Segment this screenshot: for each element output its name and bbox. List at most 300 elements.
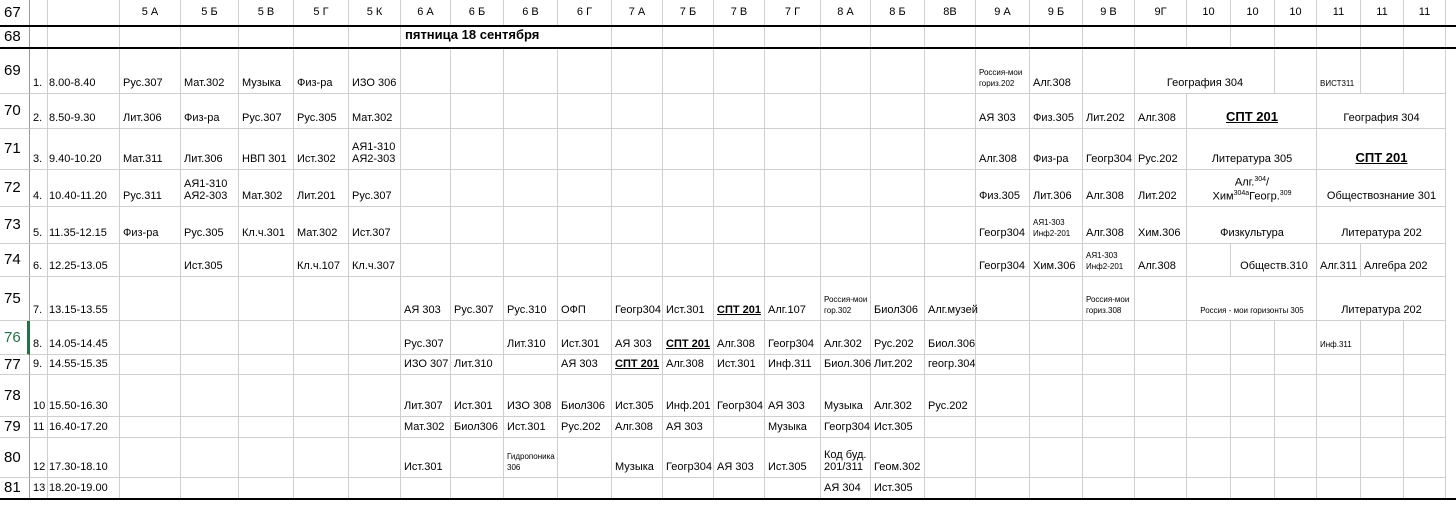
schedule-cell[interactable]: АЯ 303 (765, 375, 821, 417)
row-header-74[interactable]: 74 (0, 244, 30, 277)
schedule-cell[interactable]: Ист.301 (714, 355, 765, 375)
schedule-cell[interactable]: Ист.302 (294, 129, 349, 170)
cell[interactable] (451, 438, 504, 478)
lesson-number[interactable]: 4. (30, 170, 48, 207)
row-header-81[interactable]: 81 (0, 478, 30, 499)
cell[interactable] (1030, 26, 1083, 48)
cell[interactable] (451, 207, 504, 244)
row-header-72[interactable]: 72 (0, 170, 30, 207)
schedule-cell[interactable]: Рус.202 (1135, 129, 1187, 170)
row-header-80[interactable]: 80 (0, 438, 30, 478)
cell[interactable] (976, 26, 1030, 48)
schedule-cell[interactable]: Музыка (239, 48, 294, 94)
cell[interactable] (349, 277, 401, 321)
cell[interactable] (451, 170, 504, 207)
cell[interactable] (765, 170, 821, 207)
schedule-cell[interactable]: Рус.307 (349, 170, 401, 207)
schedule-cell[interactable]: ОФП (558, 277, 612, 321)
cell[interactable] (1317, 355, 1361, 375)
cell[interactable] (1404, 321, 1446, 355)
cell[interactable] (821, 207, 871, 244)
schedule-cell[interactable]: СПТ 201 (714, 277, 765, 321)
cell[interactable] (925, 94, 976, 129)
schedule-cell[interactable] (1030, 207, 1083, 244)
cell[interactable] (181, 478, 239, 499)
schedule-cell[interactable]: Мат.302 (181, 48, 239, 94)
schedule-cell[interactable]: Ист.301 (401, 438, 451, 478)
schedule-cell[interactable]: Ист.307 (349, 207, 401, 244)
cell[interactable] (1030, 438, 1083, 478)
cell[interactable] (765, 129, 821, 170)
lesson-number[interactable]: 6. (30, 244, 48, 277)
lesson-number[interactable]: 3. (30, 129, 48, 170)
cell[interactable] (504, 170, 558, 207)
cell[interactable] (504, 48, 558, 94)
cell[interactable] (294, 417, 349, 438)
schedule-cell[interactable]: География 304 (1135, 48, 1275, 94)
cell[interactable] (1404, 48, 1446, 94)
cell[interactable] (1187, 321, 1231, 355)
cell[interactable] (120, 277, 181, 321)
lesson-time[interactable]: 18.20-19.00 (48, 478, 120, 499)
column-header-class[interactable]: 5 В (239, 0, 294, 26)
cell[interactable] (1361, 355, 1404, 375)
cell[interactable] (1030, 355, 1083, 375)
cell[interactable] (821, 170, 871, 207)
row-header-68[interactable]: 68 (0, 26, 30, 48)
cell[interactable] (451, 48, 504, 94)
schedule-cell[interactable]: Геогр304 (714, 375, 765, 417)
cell[interactable] (1083, 48, 1135, 94)
cell[interactable] (714, 417, 765, 438)
schedule-cell[interactable]: АЯ 303 (401, 277, 451, 321)
cell[interactable] (925, 417, 976, 438)
cell[interactable] (349, 375, 401, 417)
cell[interactable] (714, 26, 765, 48)
schedule-cell[interactable]: АЯ 304 (821, 478, 871, 499)
schedule-cell[interactable]: Лит.202 (1135, 170, 1187, 207)
cell[interactable] (1083, 478, 1135, 499)
schedule-cell[interactable]: Ист.301 (558, 321, 612, 355)
cell[interactable] (181, 375, 239, 417)
schedule-cell[interactable]: Рус.307 (239, 94, 294, 129)
cell[interactable] (181, 355, 239, 375)
schedule-cell[interactable]: НВП 301 (239, 129, 294, 170)
column-header-time[interactable] (48, 0, 120, 26)
cell[interactable] (349, 26, 401, 48)
cell[interactable] (976, 438, 1030, 478)
cell[interactable] (765, 94, 821, 129)
schedule-cell[interactable]: Обществознание 301 (1317, 170, 1446, 207)
cell[interactable] (976, 417, 1030, 438)
schedule-cell[interactable]: Алг.308 (1030, 48, 1083, 94)
row-header-71[interactable]: 71 (0, 129, 30, 170)
cell[interactable] (714, 170, 765, 207)
cell[interactable] (976, 478, 1030, 499)
schedule-cell[interactable]: Рус.307 (401, 321, 451, 355)
cell[interactable] (239, 244, 294, 277)
schedule-cell[interactable]: Физ-ра (120, 207, 181, 244)
cell[interactable] (1275, 478, 1317, 499)
schedule-cell[interactable]: Ист.301 (504, 417, 558, 438)
schedule-cell[interactable]: СПТ 201 (1317, 129, 1446, 170)
cell[interactable] (1404, 478, 1446, 499)
cell[interactable] (1361, 48, 1404, 94)
cell[interactable] (401, 207, 451, 244)
schedule-cell[interactable]: Обществ.310 (1231, 244, 1317, 277)
cell[interactable] (120, 417, 181, 438)
lesson-time[interactable]: 14.55-15.35 (48, 355, 120, 375)
column-header-class[interactable]: 8 А (821, 0, 871, 26)
cell[interactable] (120, 244, 181, 277)
column-header-class[interactable]: 5 А (120, 0, 181, 26)
cell[interactable] (120, 321, 181, 355)
cell[interactable] (558, 478, 612, 499)
schedule-cell[interactable] (1187, 170, 1317, 207)
column-header-blank[interactable] (30, 0, 48, 26)
cell[interactable] (925, 438, 976, 478)
lesson-number[interactable]: 5. (30, 207, 48, 244)
column-header-class[interactable]: 6 В (504, 0, 558, 26)
schedule-cell[interactable]: Биол.306 (925, 321, 976, 355)
lesson-number[interactable]: 1. (30, 48, 48, 94)
cell[interactable] (1404, 417, 1446, 438)
schedule-cell[interactable]: Гидропоника 306 (504, 438, 558, 478)
cell[interactable] (1231, 26, 1275, 48)
cell[interactable] (1030, 417, 1083, 438)
cell[interactable] (451, 478, 504, 499)
lesson-number[interactable]: 9. (30, 355, 48, 375)
schedule-cell[interactable]: Лит.307 (401, 375, 451, 417)
schedule-cell[interactable]: Рус.305 (294, 94, 349, 129)
cell[interactable] (612, 26, 663, 48)
cell[interactable] (871, 94, 925, 129)
schedule-cell[interactable]: Лит.306 (1030, 170, 1083, 207)
schedule-cell[interactable]: Россия-мои гор.302 (821, 277, 871, 321)
schedule-cell[interactable]: Геом.302 (871, 438, 925, 478)
cell[interactable] (663, 478, 714, 499)
cell[interactable] (1030, 478, 1083, 499)
schedule-cell[interactable]: АЯ 303 (976, 94, 1030, 129)
row-header-69[interactable]: 69 (0, 48, 30, 94)
column-header-class[interactable]: 9 Б (1030, 0, 1083, 26)
cell[interactable] (349, 355, 401, 375)
cell[interactable] (239, 438, 294, 478)
cell[interactable] (765, 207, 821, 244)
schedule-cell[interactable]: АЯ 303 (612, 321, 663, 355)
cell[interactable] (181, 26, 239, 48)
schedule-cell[interactable]: Мат.311 (120, 129, 181, 170)
cell[interactable] (612, 478, 663, 499)
cell[interactable] (1187, 26, 1231, 48)
cell[interactable] (925, 48, 976, 94)
cell[interactable] (976, 321, 1030, 355)
column-header-class[interactable]: 11 (1317, 0, 1361, 26)
column-header-class[interactable]: 9 В (1083, 0, 1135, 26)
schedule-cell[interactable]: Алг.302 (871, 375, 925, 417)
lesson-number[interactable]: 11 (30, 417, 48, 438)
lesson-time[interactable]: 8.00-8.40 (48, 48, 120, 94)
cell[interactable] (1187, 478, 1231, 499)
cell[interactable] (1187, 244, 1231, 277)
cell[interactable] (765, 478, 821, 499)
lesson-time[interactable]: 14.05-14.45 (48, 321, 120, 355)
schedule-cell[interactable]: Инф.201 (663, 375, 714, 417)
schedule-cell[interactable]: Музыка (821, 375, 871, 417)
cell[interactable] (181, 277, 239, 321)
schedule-cell[interactable]: Алг.308 (714, 321, 765, 355)
cell[interactable] (504, 355, 558, 375)
schedule-cell[interactable]: Алг.311 (1317, 244, 1361, 277)
cell[interactable] (239, 355, 294, 375)
cell[interactable] (714, 129, 765, 170)
cell[interactable] (504, 207, 558, 244)
cell[interactable] (821, 244, 871, 277)
cell[interactable] (925, 244, 976, 277)
schedule-cell[interactable]: Рус.310 (504, 277, 558, 321)
schedule-cell[interactable]: Лит.202 (1083, 94, 1135, 129)
schedule-cell[interactable]: Мат.302 (349, 94, 401, 129)
cell[interactable] (451, 94, 504, 129)
cell[interactable] (1030, 277, 1083, 321)
schedule-cell[interactable]: АЯ 303 (714, 438, 765, 478)
column-header-class[interactable]: 7 В (714, 0, 765, 26)
row-header-75[interactable]: 75 (0, 277, 30, 321)
cell[interactable] (1135, 438, 1187, 478)
cell[interactable] (239, 26, 294, 48)
cell[interactable] (1404, 375, 1446, 417)
cell[interactable] (821, 26, 871, 48)
cell[interactable] (1083, 438, 1135, 478)
cell[interactable] (181, 417, 239, 438)
column-header-class[interactable]: 10 (1187, 0, 1231, 26)
column-header-class[interactable]: 7 Б (663, 0, 714, 26)
cell[interactable] (1275, 375, 1317, 417)
cell[interactable] (294, 277, 349, 321)
schedule-cell[interactable]: Рус.311 (120, 170, 181, 207)
schedule-cell[interactable]: Алг.музей (925, 277, 976, 321)
cell[interactable] (765, 26, 821, 48)
lesson-time[interactable]: 13.15-13.55 (48, 277, 120, 321)
cell[interactable] (349, 438, 401, 478)
cell[interactable] (349, 417, 401, 438)
cell[interactable] (821, 48, 871, 94)
cell[interactable] (1404, 438, 1446, 478)
lesson-time[interactable]: 15.50-16.30 (48, 375, 120, 417)
cell[interactable] (1187, 355, 1231, 375)
lesson-time[interactable]: 12.25-13.05 (48, 244, 120, 277)
cell[interactable] (1231, 438, 1275, 478)
cell[interactable] (451, 129, 504, 170)
schedule-cell[interactable]: Мат.302 (294, 207, 349, 244)
cell[interactable] (1317, 438, 1361, 478)
schedule-cell[interactable]: Геогр304 (612, 277, 663, 321)
lesson-time[interactable]: 11.35-12.15 (48, 207, 120, 244)
day-title[interactable]: пятница 18 сентября (401, 26, 612, 48)
cell[interactable] (558, 94, 612, 129)
lesson-number[interactable]: 8. (30, 321, 48, 355)
cell[interactable] (1135, 417, 1187, 438)
schedule-cell[interactable]: геогр.304 (925, 355, 976, 375)
schedule-cell[interactable]: Рус.202 (871, 321, 925, 355)
cell[interactable] (1275, 321, 1317, 355)
row-header-78[interactable]: 78 (0, 375, 30, 417)
schedule-cell[interactable]: Алг.107 (765, 277, 821, 321)
cell[interactable] (714, 478, 765, 499)
schedule-cell[interactable]: Алг.308 (1135, 244, 1187, 277)
schedule-cell[interactable]: Музыка (612, 438, 663, 478)
cell[interactable] (925, 129, 976, 170)
cell[interactable] (663, 94, 714, 129)
row-header-77[interactable]: 77 (0, 355, 30, 375)
schedule-cell[interactable]: Ист.305 (765, 438, 821, 478)
lesson-number[interactable]: 2. (30, 94, 48, 129)
schedule-cell[interactable]: Геогр304 (765, 321, 821, 355)
schedule-cell[interactable]: ИЗО 308 (504, 375, 558, 417)
cell[interactable] (1361, 438, 1404, 478)
schedule-cell[interactable]: ИЗО 306 (349, 48, 401, 94)
schedule-cell[interactable]: СПТ 201 (663, 321, 714, 355)
schedule-cell[interactable]: Литература 202 (1317, 277, 1446, 321)
cell[interactable] (765, 48, 821, 94)
cell[interactable] (1083, 321, 1135, 355)
cell[interactable] (1361, 417, 1404, 438)
cell[interactable] (612, 244, 663, 277)
cell[interactable] (120, 26, 181, 48)
cell[interactable] (765, 244, 821, 277)
schedule-cell[interactable]: Физкультура (1187, 207, 1317, 244)
cell[interactable] (1231, 417, 1275, 438)
cell[interactable] (1231, 478, 1275, 499)
schedule-cell[interactable] (1083, 244, 1135, 277)
cell[interactable] (294, 478, 349, 499)
lesson-number[interactable]: 7. (30, 277, 48, 321)
schedule-cell[interactable]: Биол306 (558, 375, 612, 417)
lesson-number[interactable]: 13 (30, 478, 48, 499)
cell[interactable] (48, 26, 120, 48)
cell[interactable] (239, 277, 294, 321)
cell[interactable] (612, 129, 663, 170)
row-header-79[interactable]: 79 (0, 417, 30, 438)
cell[interactable] (558, 438, 612, 478)
schedule-cell[interactable]: ИЗО 307 (401, 355, 451, 375)
column-header-class[interactable]: 10 (1275, 0, 1317, 26)
cell[interactable] (1187, 375, 1231, 417)
schedule-cell[interactable]: Кл.ч.301 (239, 207, 294, 244)
schedule-cell[interactable]: Лит.306 (181, 129, 239, 170)
schedule-cell[interactable]: Рус.202 (925, 375, 976, 417)
cell[interactable] (1317, 478, 1361, 499)
cell[interactable] (1361, 478, 1404, 499)
schedule-cell[interactable]: Рус.307 (451, 277, 504, 321)
cell[interactable] (558, 129, 612, 170)
schedule-cell[interactable]: Алг.308 (1083, 170, 1135, 207)
schedule-cell[interactable]: Лит.306 (120, 94, 181, 129)
column-header-class[interactable]: 9 А (976, 0, 1030, 26)
column-header-class[interactable]: 6 Б (451, 0, 504, 26)
cell[interactable] (1135, 277, 1187, 321)
row-header-70[interactable]: 70 (0, 94, 30, 129)
cell[interactable] (663, 129, 714, 170)
cell[interactable] (1361, 26, 1404, 48)
schedule-cell[interactable]: Геогр304 (663, 438, 714, 478)
cell[interactable] (181, 321, 239, 355)
column-header-class[interactable]: 9Г (1135, 0, 1187, 26)
schedule-cell[interactable]: Ист.305 (871, 478, 925, 499)
lesson-time[interactable]: 8.50-9.30 (48, 94, 120, 129)
schedule-cell[interactable]: Хим.306 (1135, 207, 1187, 244)
cell[interactable] (1030, 375, 1083, 417)
cell[interactable] (558, 244, 612, 277)
row-header-73[interactable]: 73 (0, 207, 30, 244)
schedule-cell[interactable]: Мат.302 (401, 417, 451, 438)
cell[interactable] (294, 321, 349, 355)
cell[interactable] (925, 207, 976, 244)
lesson-time[interactable]: 10.40-11.20 (48, 170, 120, 207)
schedule-cell[interactable]: ВИСТ311 (1317, 48, 1361, 94)
cell[interactable] (451, 321, 504, 355)
cell[interactable] (1030, 321, 1083, 355)
schedule-cell[interactable]: Алг.308 (612, 417, 663, 438)
cell[interactable] (871, 244, 925, 277)
cell[interactable] (504, 129, 558, 170)
schedule-cell[interactable]: Инф.311 (1317, 321, 1361, 355)
cell[interactable] (1317, 417, 1361, 438)
cell[interactable] (504, 478, 558, 499)
cell[interactable] (120, 375, 181, 417)
schedule-cell[interactable] (181, 170, 239, 207)
schedule-cell[interactable]: АЯ 303 (663, 417, 714, 438)
schedule-cell[interactable]: Кл.ч.307 (349, 244, 401, 277)
column-header-class[interactable]: 7 Г (765, 0, 821, 26)
cell[interactable] (1231, 321, 1275, 355)
column-header-class[interactable]: 8В (925, 0, 976, 26)
schedule-cell[interactable]: Россия - мои горизонты 305 (1187, 277, 1317, 321)
cell[interactable] (1083, 26, 1135, 48)
schedule-cell[interactable]: Россия-мои гориз.202 (976, 48, 1030, 94)
schedule-cell[interactable] (349, 129, 401, 170)
cell[interactable] (401, 48, 451, 94)
cell[interactable] (349, 321, 401, 355)
lesson-time[interactable]: 17.30-18.10 (48, 438, 120, 478)
cell[interactable] (612, 94, 663, 129)
cell[interactable] (349, 478, 401, 499)
schedule-cell[interactable]: СПТ 201 (1187, 94, 1317, 129)
schedule-cell[interactable]: Литература 202 (1317, 207, 1446, 244)
lesson-time[interactable]: 16.40-17.20 (48, 417, 120, 438)
column-header-class[interactable]: 11 (1404, 0, 1446, 26)
schedule-cell[interactable]: Физ-ра (1030, 129, 1083, 170)
cell[interactable] (1187, 417, 1231, 438)
cell[interactable] (612, 170, 663, 207)
cell[interactable] (239, 417, 294, 438)
cell[interactable] (401, 94, 451, 129)
schedule-cell[interactable]: Ист.305 (612, 375, 663, 417)
schedule-cell[interactable]: Геогр304 (976, 244, 1030, 277)
lesson-time[interactable]: 9.40-10.20 (48, 129, 120, 170)
schedule-cell[interactable]: Рус.307 (120, 48, 181, 94)
schedule-cell[interactable]: Геогр304 (976, 207, 1030, 244)
column-header-class[interactable]: 5 Б (181, 0, 239, 26)
cell[interactable] (120, 438, 181, 478)
cell[interactable] (1135, 26, 1187, 48)
cell[interactable] (181, 438, 239, 478)
schedule-cell[interactable]: География 304 (1317, 94, 1446, 129)
cell[interactable] (401, 244, 451, 277)
schedule-cell[interactable]: Музыка (765, 417, 821, 438)
cell[interactable] (1275, 417, 1317, 438)
cell[interactable] (871, 207, 925, 244)
